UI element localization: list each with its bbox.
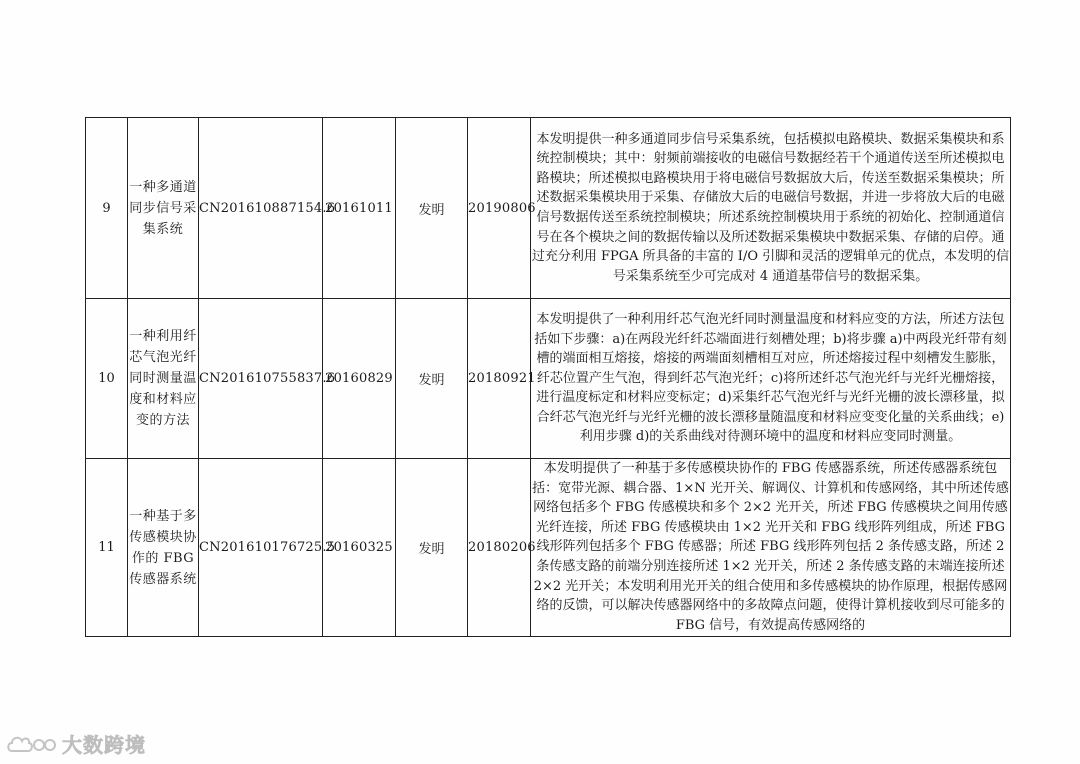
application-number: CN201610887154.6 xyxy=(199,118,323,299)
patent-name: 一种基于多传感模块协作的 FBG 传感器系统 xyxy=(128,459,199,637)
patent-type: 发明 xyxy=(396,118,468,299)
application-date: 20161011 xyxy=(323,118,396,299)
cloud-logo-icon xyxy=(6,731,56,757)
patent-name: 一种多通道同步信号采集系统 xyxy=(128,118,199,299)
publication-date: 20190806 xyxy=(468,118,531,299)
watermark-text: 大数跨境 xyxy=(62,733,146,757)
publication-date: 20180206 xyxy=(468,459,531,637)
patent-abstract: 本发明提供了一种利用纤芯气泡光纤同时测量温度和材料应变的方法，所述方法包括如下步骤：a)在两段光纤纤芯端面进行刻槽处理；b)将步骤 a)中两段光纤带有刻槽的端面相互熔接，熔接的两端面刻槽相互对应，所述熔接过程中刻槽发生膨胀，纤芯位置产生气泡，得到纤芯气泡光纤；c)将所述纤芯气泡光纤与光纤光栅熔接，进行温度标定和材料应变标定；d)采集纤芯气泡光纤与光纤光栅的波长漂移量，拟合纤芯气泡光纤与光纤光栅的波长漂移量随温度和材料应变变化量的关系曲线；e)利用步骤 d)的关系曲线对待测环境中的温度和材料应变同时测量。 xyxy=(531,299,1011,459)
patent-name: 一种利用纤芯气泡光纤同时测量温度和材料应变的方法 xyxy=(128,299,199,459)
table-row xyxy=(86,118,1011,299)
patent-table xyxy=(85,117,1011,637)
publication-date: 20180921 xyxy=(468,299,531,459)
application-date: 20160829 xyxy=(323,299,396,459)
application-date: 20160325 xyxy=(323,459,396,637)
patent-type: 发明 xyxy=(396,459,468,637)
application-number: CN201610176725.5 xyxy=(199,459,323,637)
table-row xyxy=(86,299,1011,459)
row-index: 10 xyxy=(86,299,128,459)
patent-abstract: 本发明提供了一种基于多传感模块协作的 FBG 传感器系统，所述传感器系统包括：宽带光源、耦合器、1×N 光开关、解调仪、计算机和传感网络，其中所述传感网络包括多个 FBG 传感模块和多个 2×2 光开关，所述 FBG 传感模块之间用传感光纤连接，所述 FBG 传感模块由 1×2 光开关和 FBG 线形阵列组成，所述 FBG 线形阵列包括多个 FBG 传感器；所述 FBG 线形阵列包括 2 条传感支路，所述 2 条传感支路的前端分别连接所述 1×2 光开关，所述 2 条传感支路的末端连接所述 2×2 光开关；本发明利用光开关的组合使用和多传感模块的协作原理，根据传感网络的反馈，可以解决传感器网络中的多故障点问题，使得计算机接收到尽可能多的 FBG 信号，有效提高传感网络的 xyxy=(532,461,1009,633)
row-index: 9 xyxy=(86,118,128,299)
patent-abstract-cell xyxy=(531,459,1011,637)
watermark xyxy=(6,729,146,758)
patent-abstract: 本发明提供一种多通道同步信号采集系统，包括模拟电路模块、数据采集模块和系统控制模块；其中：射频前端接收的电磁信号数据经若干个通道传送至所述模拟电路模块；所述模拟电路模块用于将电磁信号数据放大后，传送至数据采集模块；所述数据采集模块用于采集、存储放大后的电磁信号数据，并进一步将放大后的电磁信号数据传送至系统控制模块；所述系统控制模块用于系统的初始化、控制通道信号在各个模块之间的数据传输以及所述数据采集模块中数据采集、存储的启停。通过充分利用 FPGA 所具备的丰富的 I/O 引脚和灵活的逻辑单元的优点，本发明的信号采集系统至少可完成对 4 通道基带信号的数据采集。 xyxy=(531,118,1011,299)
application-number: CN201610755837.6 xyxy=(199,299,323,459)
table-row xyxy=(86,459,1011,637)
patent-type: 发明 xyxy=(396,299,468,459)
row-index: 11 xyxy=(86,459,128,637)
